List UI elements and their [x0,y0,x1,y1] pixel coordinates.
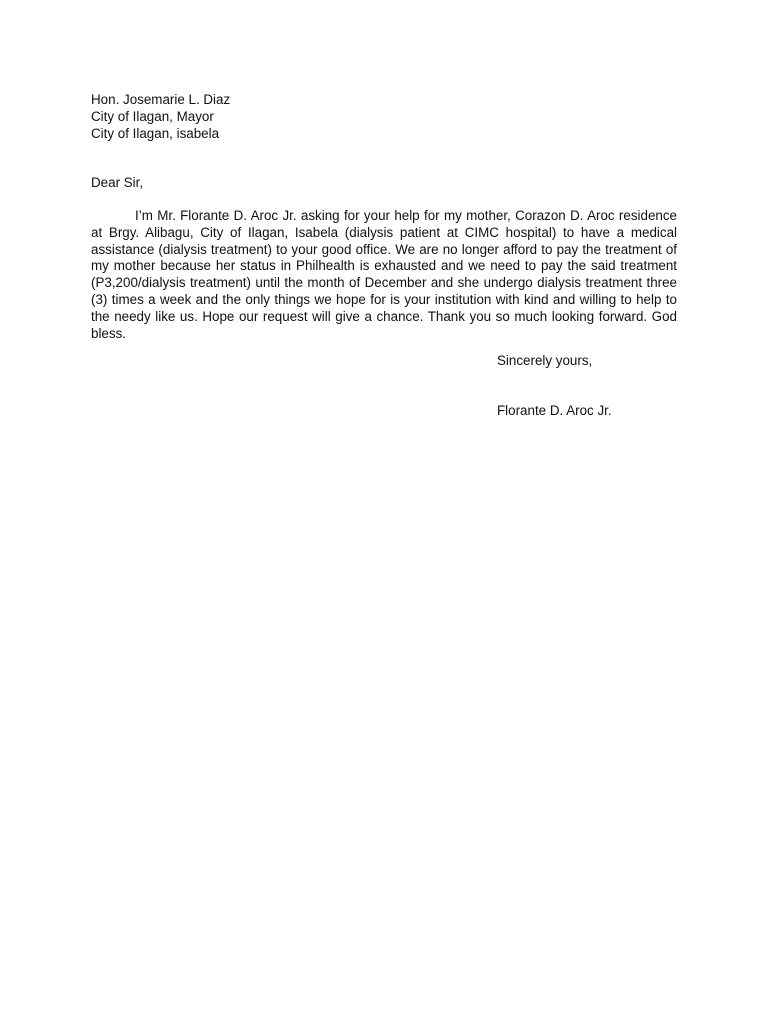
signature-name: Florante D. Aroc Jr. [497,403,612,418]
closing-line: Sincerely yours, [497,353,593,368]
recipient-position: City of Ilagan, Mayor [91,108,214,124]
letter-body-paragraph: I’m Mr. Florante D. Aroc Jr. asking for your help for my mother, Corazon D. Aroc residence at Brgy. Alibagu, City of Ilagan, Isabela (dialysis patient at CIMC hospital) to have a medical assistance (dialysis treatment) to your good office. We are no longer afford to pay the treatment of my mother because her status in Philhealth is exhausted and we need to pay the said treatment (P3,200/dialysis treatment) until the month of December and she undergo dialysis treatment three (3) times a week and the only things we hope for is your institution with kind and willing to help to the needy like us. Hope our request will give a chance. Thank you so much looking forward. God bless. [91,208,677,341]
recipient-name: Hon. Josemarie L. Diaz [91,92,231,107]
salutation: Dear Sir, [91,175,144,190]
recipient-address-block [91,92,491,142]
recipient-location: City of Ilagan, isabela [91,125,220,141]
